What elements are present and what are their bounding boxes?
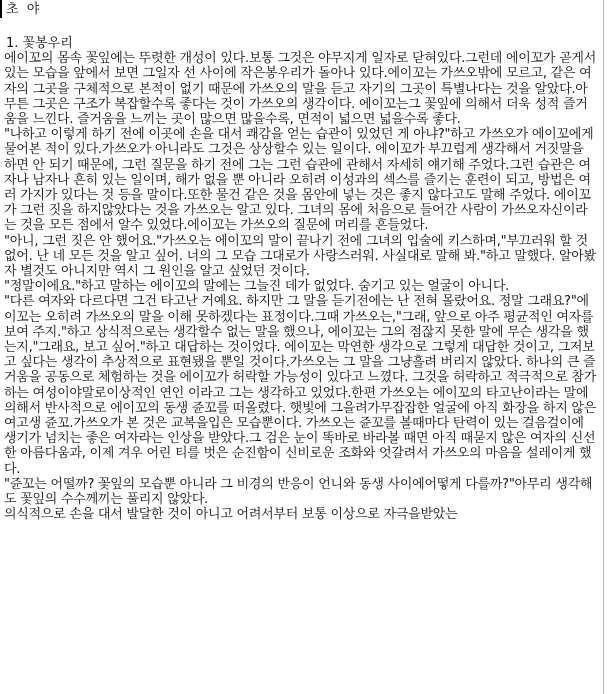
paragraph-4: "정말이에요."하고 말하는 에이꼬의 말에는 그늘진 데가 없었다. 숨기고 있는 얼굴이 아니다. bbox=[4, 279, 510, 295]
paragraph-3: "아니, 그런 짓은 안 했어요."가쓰오는 에이꼬의 말이 끝나기 전에 그녀의 입술에 키스하며,"부끄러워 할 것 없어. 난 네 모든 것을 알고 싶어. 너의 그 모습 그대로가 사랑스러워. 사실대로 말해 봐."하고 말했다. 알아봤자 별것도 아니지만 역시 그 원인을 알고 싶었던 것이다. bbox=[4, 233, 596, 280]
document-title: 초 야 bbox=[6, 2, 42, 17]
section-heading: 1. 꽃봉우리 bbox=[6, 36, 73, 51]
paragraph-7: 의식적으로 손을 대서 발달한 것이 아니고 어려서부터 보통 이상으로 자극을받았는 bbox=[4, 507, 458, 523]
paragraph-6: "쥰꼬는 어떨까? 꽃잎의 모습뿐 아니라 그 비경의 반응이 언니와 동생 사이에어떻게 다를까?"아무리 생각해도 꽃잎의 수수께끼는 풀리지 않았다. bbox=[4, 476, 593, 508]
paragraph-1: 에이꼬의 몸속 꽃잎에는 뚜렷한 개성이 있다.보통 그것은 야무지게 일자로 닫혀있다.그런데 에이꼬가 곧게서 있는 모습을 앞에서 보면 그일자 선 사이에 작은봉우리가 돌아나 있다.에이꼬는 가쓰오밖에 모르고, 같은 여자의 그곳을 구체적으로 본적이 없기 때문에 가쓰오의 말을 듣고 자기의 그곳이 특별나다는 것을 알았다.아무튼 그곳은 구조가 복잡할수록 좋다는 것이 가쓰오의 생각이다. 에이꼬는그 꽃잎에 의해서 더욱 성적 즐거움을 느낀다. 즐거움을 느끼는 곳이 많으면 많을수록, 면적이 넓으면 넓을수록 좋다. bbox=[4, 51, 597, 128]
window-right-edge bbox=[603, 0, 607, 694]
paragraph-5: "다른 여자와 다르다면 그건 타고난 거예요. 하지만 그 말을 듣기전에는 난 전혀 몰랐어요. 정말 그래요?"에이꼬는 오히려 가쓰오의 말을 이해 못하겠다는 표정이다.그때 가쓰오는,"그래, 앞으로 아주 평균적인 여자를 보여 주지."하고 상식적으로는 생각할수 없는 말을 했으나, 에이꼬는 그의 점잖지 못한 말에 무슨 생각을 했는지,"그래요, 보고 싶어."하고 대답하는 것이었다. 에이꼬는 막연한 생각으로 그렇게 대답한 것이고, 그저보고 싶다는 생각이 추상적으로 표현됐을 뿐일 것이다.가쓰오는 그 말을 그냥흘려 버리지 않았다. 하나의 큰 즐거움을 공동으로 체험하는 것을 에이꼬가 허락할 가능성이 있다고 느꼈다. 그것을 허락하고 적극적으로 참가하는 여성이야말로이상적인 연인 이라고 그는 생각하고 있었다.한편 가쓰오는 에이꼬의 타고난이라는 말에 의해서 반사적으로 에이꼬의 동생 쥰꼬를 떠올렸다. 햇빛에 그을려가무잡잡한 얼굴에 아직 화장을 하지 않은 여고생 쥰꼬.가쓰오가 본 것은 교복을입은 모습뿐이다. 가쓰오는 쥰꼬를 볼때마다 탄력이 있는 걸음걸이에 생기가 넘치는 좋은 여자라는 인상을 받았다.그 검은 눈이 똑바로 바라볼 때면 아직 때묻지 않은 여자의 신선한 아름다움과, 이제 겨우 어린 티를 벗은 순진함이 신비로운 조화와 엇갈려서 가쓰오의 마음을 설레이게 했다. bbox=[4, 294, 597, 477]
text-cursor bbox=[0, 0, 2, 18]
paragraph-2: "나하고 이렇게 하기 전에 이곳에 손을 대서 쾌감을 얻는 습관이 있었던 게 아냐?"하고 가쓰오가 에이꼬에게 물어본 적이 있다.가쓰오가 아니라도 그것은 상상할수 있는 일이다. 에이꼬가 부끄럽게 생각해서 거짓말을 하면 안 되기 때문에, 그런 질문을 하기 전에 그는 그런 습관에 관해서 자세히 얘기해 주었다.그런 습관은 여자나 남자나 흔히 있는 일이며, 해가 없을 뿐 아니라 오히려 이성과의 섹스를 즐기는 훈련이 되고, 방법은 여러 가지가 있다는 것 등을 말이다.또한 물건 같은 것을 몸안에 넣는 것은 좋지 않다고도 말해 주었다. 에이꼬가 그런 짓을 하지않았다는 것을 가쓰오는 알고 있다. 그녀의 몸에 처음으로 들어간 사람이 가쓰오자신이라는 것을 모든 점에서 알수 있었다.에이꼬는 가쓰오의 질문에 머리를 흔들었다. bbox=[4, 127, 594, 234]
